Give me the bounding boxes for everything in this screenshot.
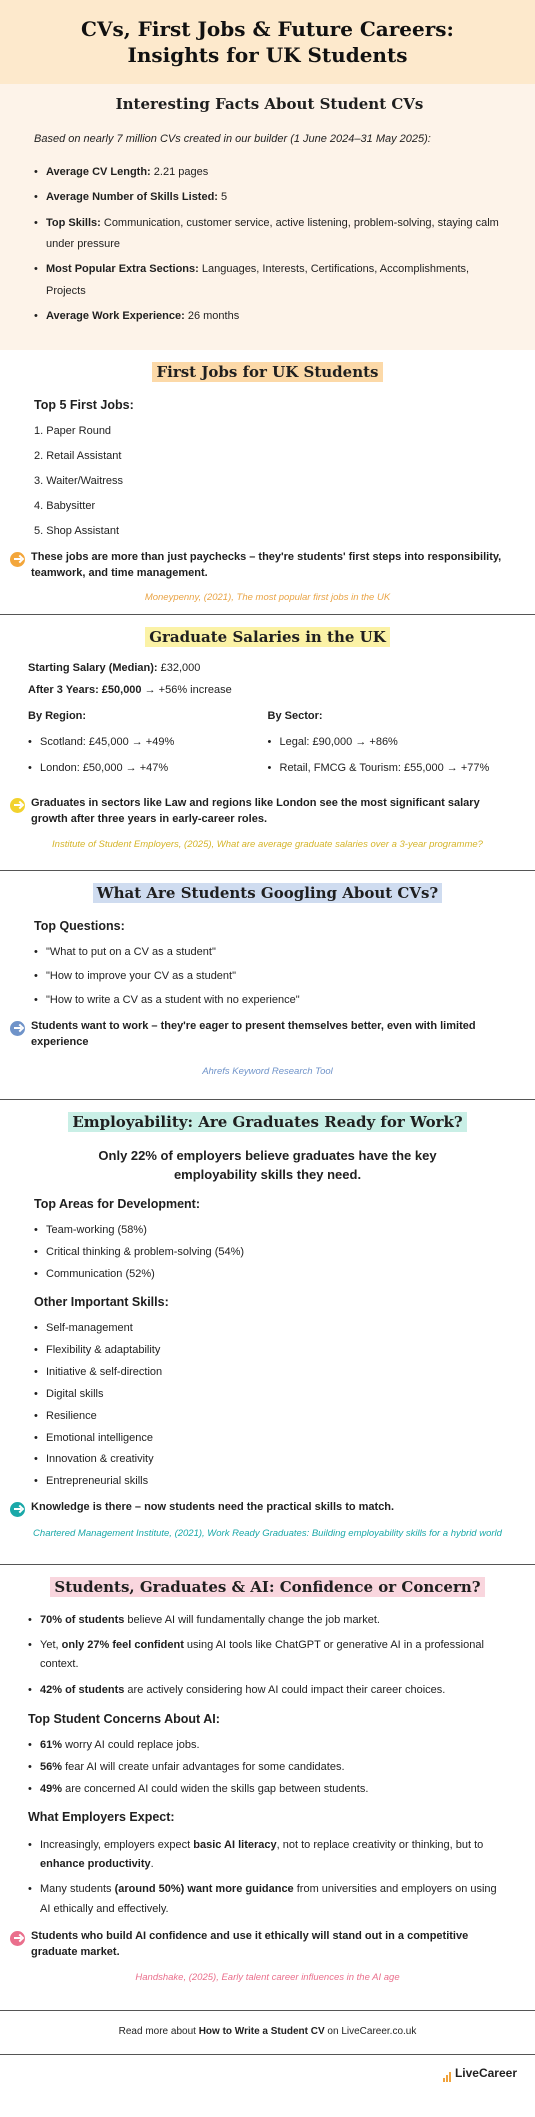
dev-title: Top Areas for Development: bbox=[34, 1196, 200, 1211]
facts-item: • Average CV Length: 2.21 pages bbox=[34, 162, 505, 183]
salaries-callout: Graduates in sectors like Law and regions like London see the most significant salary growth after three years in early-career roles. bbox=[10, 796, 507, 828]
list-item: • "How to improve your CV as a student" bbox=[34, 969, 507, 985]
salary-breakdown bbox=[28, 709, 507, 787]
list-item: • Digital skills bbox=[34, 1387, 507, 1403]
concerns-title: Top Student Concerns About AI: bbox=[28, 1711, 220, 1726]
ai-callout: Students who build AI confidence and use it ethically will stand out in a competitive graduate market. bbox=[10, 1929, 507, 1961]
list-item: • Critical thinking & problem-solving (54%) bbox=[34, 1245, 507, 1261]
region-item: • Scotland: £45,000 → +49% bbox=[28, 735, 268, 751]
list-item: • Yet, only 27% feel confident using AI tools like ChatGPT or generative AI in a professional context. bbox=[28, 1636, 507, 1675]
googling-subtitle: Top Questions: bbox=[34, 918, 125, 933]
hero-header bbox=[0, 0, 535, 84]
employability-source: Chartered Management Institute, (2021), Work Ready Graduates: Building employability skills for a hybrid world bbox=[33, 1528, 502, 1540]
googling-callout: Students want to work – they're eager to present themselves better, even with limited experience bbox=[10, 1019, 507, 1051]
facts-section bbox=[0, 84, 535, 350]
employability-callout: Knowledge is there – now students need the practical skills to match. bbox=[10, 1500, 507, 1517]
list-item: • Resilience bbox=[34, 1409, 507, 1425]
starting-salary-value: £32,000 bbox=[157, 661, 201, 674]
other-list bbox=[34, 1321, 507, 1491]
title-line-2: Insights for UK Students bbox=[127, 43, 408, 67]
facts-item: • Average Work Experience: 26 months bbox=[34, 306, 505, 327]
arrow-circle-icon bbox=[10, 1502, 25, 1517]
ai-intro-list bbox=[28, 1611, 507, 1700]
list-item: • Flexibility & adaptability bbox=[34, 1343, 507, 1359]
list-item: • 49% are concerned AI could widen the skills gap between students. bbox=[28, 1782, 507, 1798]
list-item: 1. Paper Round bbox=[34, 424, 112, 437]
first-jobs-section bbox=[0, 350, 535, 615]
facts-intro: Based on nearly 7 million CVs created in our builder (1 June 2024–31 May 2025): bbox=[34, 132, 431, 145]
arrow-circle-icon bbox=[10, 552, 25, 567]
read-more-link[interactable]: How to Write a Student CV bbox=[198, 2026, 325, 2037]
by-region: By Region: • Scotland: £45,000 → +49% • London: £50,000 → +47% bbox=[28, 709, 268, 787]
arrow-circle-icon bbox=[10, 798, 25, 813]
read-more: Read more about How to Write a Student CV on LiveCareer.co.uk bbox=[0, 2011, 535, 2055]
list-item: • Many students (around 50%) want more guidance from universities and employers on using AI ethically and effectively. bbox=[28, 1880, 507, 1919]
facts-title: Interesting Facts About Student CVs bbox=[115, 95, 424, 113]
googling-section bbox=[0, 871, 535, 1100]
after-3-years-label: After 3 Years: £50,000 bbox=[28, 683, 142, 696]
ai-title: Students, Graduates & AI: Confidence or Concern? bbox=[50, 1577, 484, 1597]
arrow-circle-icon bbox=[10, 1021, 25, 1036]
other-title: Other Important Skills: bbox=[34, 1294, 169, 1309]
googling-source: Ahrefs Keyword Research Tool bbox=[202, 1065, 333, 1077]
list-item: • "What to put on a CV as a student" bbox=[34, 945, 507, 961]
arrow-circle-icon bbox=[10, 1931, 25, 1946]
list-item: • Communication (52%) bbox=[34, 1267, 507, 1283]
facts-item: • Most Popular Extra Sections: Languages, Interests, Certifications, Accomplishments, Projects bbox=[34, 259, 505, 302]
sector-item: • Legal: £90,000 → +86% bbox=[268, 735, 508, 751]
questions-list bbox=[34, 945, 507, 1009]
list-item: • Emotional intelligence bbox=[34, 1431, 507, 1447]
ai-section bbox=[0, 1565, 535, 2011]
facts-item: • Top Skills: Communication, customer service, active listening, problem-solving, staying calm under pressure bbox=[34, 213, 505, 256]
first-jobs-title: First Jobs for UK Students bbox=[152, 362, 382, 382]
brand-logo: LiveCareer bbox=[0, 2055, 535, 2092]
region-item: • London: £50,000 → +47% bbox=[28, 761, 268, 777]
list-item: • Self-management bbox=[34, 1321, 507, 1337]
list-item: 4. Babysitter bbox=[34, 499, 96, 512]
employers-title: What Employers Expect: bbox=[28, 1809, 175, 1824]
salaries-source: Institute of Student Employers, (2025), What are average graduate salaries over a 3-year programme? bbox=[52, 839, 483, 851]
salaries-section bbox=[0, 615, 535, 871]
employability-section bbox=[0, 1100, 535, 1565]
list-item: • 70% of students believe AI will fundamentally change the job market. bbox=[28, 1611, 507, 1630]
ai-source: Handshake, (2025), Early talent career influences in the AI age bbox=[135, 1971, 400, 1983]
list-item: • Initiative & self-direction bbox=[34, 1365, 507, 1381]
list-item: • 42% of students are actively considering how AI could impact their career choices. bbox=[28, 1681, 507, 1700]
concerns-list bbox=[28, 1738, 507, 1798]
list-item: • 61% worry AI could replace jobs. bbox=[28, 1738, 507, 1754]
first-jobs-source: Moneypenny, (2021), The most popular first jobs in the UK bbox=[144, 592, 391, 604]
first-jobs-callout: These jobs are more than just paychecks – they're students' first steps into responsibility, teamwork, and time management. bbox=[10, 550, 507, 582]
facts-list bbox=[34, 162, 505, 328]
list-item: • "How to write a CV as a student with no experience" bbox=[34, 993, 507, 1009]
employability-lead: Only 22% of employers believe graduates have the key employability skills they need. bbox=[98, 1147, 437, 1183]
list-item: • Increasingly, employers expect basic AI literacy, not to replace creativity or thinking, but to enhance productivity. bbox=[28, 1836, 507, 1875]
employers-list bbox=[28, 1836, 507, 1919]
list-item: 3. Waiter/Waitress bbox=[34, 474, 124, 487]
page-title bbox=[20, 16, 515, 68]
title-line-1: CVs, First Jobs & Future Careers: bbox=[81, 17, 454, 41]
starting-salary-label: Starting Salary (Median): bbox=[28, 661, 158, 674]
list-item: • Innovation & creativity bbox=[34, 1452, 507, 1468]
list-item: • Team-working (58%) bbox=[34, 1223, 507, 1239]
first-jobs-list bbox=[34, 424, 507, 540]
sector-item: • Retail, FMCG & Tourism: £55,000 → +77% bbox=[268, 761, 508, 777]
dev-list bbox=[34, 1223, 507, 1283]
list-item: 5. Shop Assistant bbox=[34, 524, 119, 537]
first-jobs-subtitle: Top 5 First Jobs: bbox=[34, 397, 134, 412]
by-sector: By Sector: • Legal: £90,000 → +86% • Retail, FMCG & Tourism: £55,000 → +77% bbox=[268, 709, 508, 787]
facts-item: • Average Number of Skills Listed: 5 bbox=[34, 187, 505, 208]
list-item: • 56% fear AI will create unfair advantages for some candidates. bbox=[28, 1760, 507, 1776]
after-3-years-value: → +56% increase bbox=[141, 683, 232, 696]
logo-bars-icon bbox=[443, 2065, 452, 2082]
salaries-title: Graduate Salaries in the UK bbox=[145, 627, 390, 647]
list-item: 2. Retail Assistant bbox=[34, 449, 122, 462]
employability-title: Employability: Are Graduates Ready for Work? bbox=[68, 1112, 466, 1132]
list-item: • Entrepreneurial skills bbox=[34, 1474, 507, 1490]
googling-title: What Are Students Googling About CVs? bbox=[93, 883, 442, 903]
